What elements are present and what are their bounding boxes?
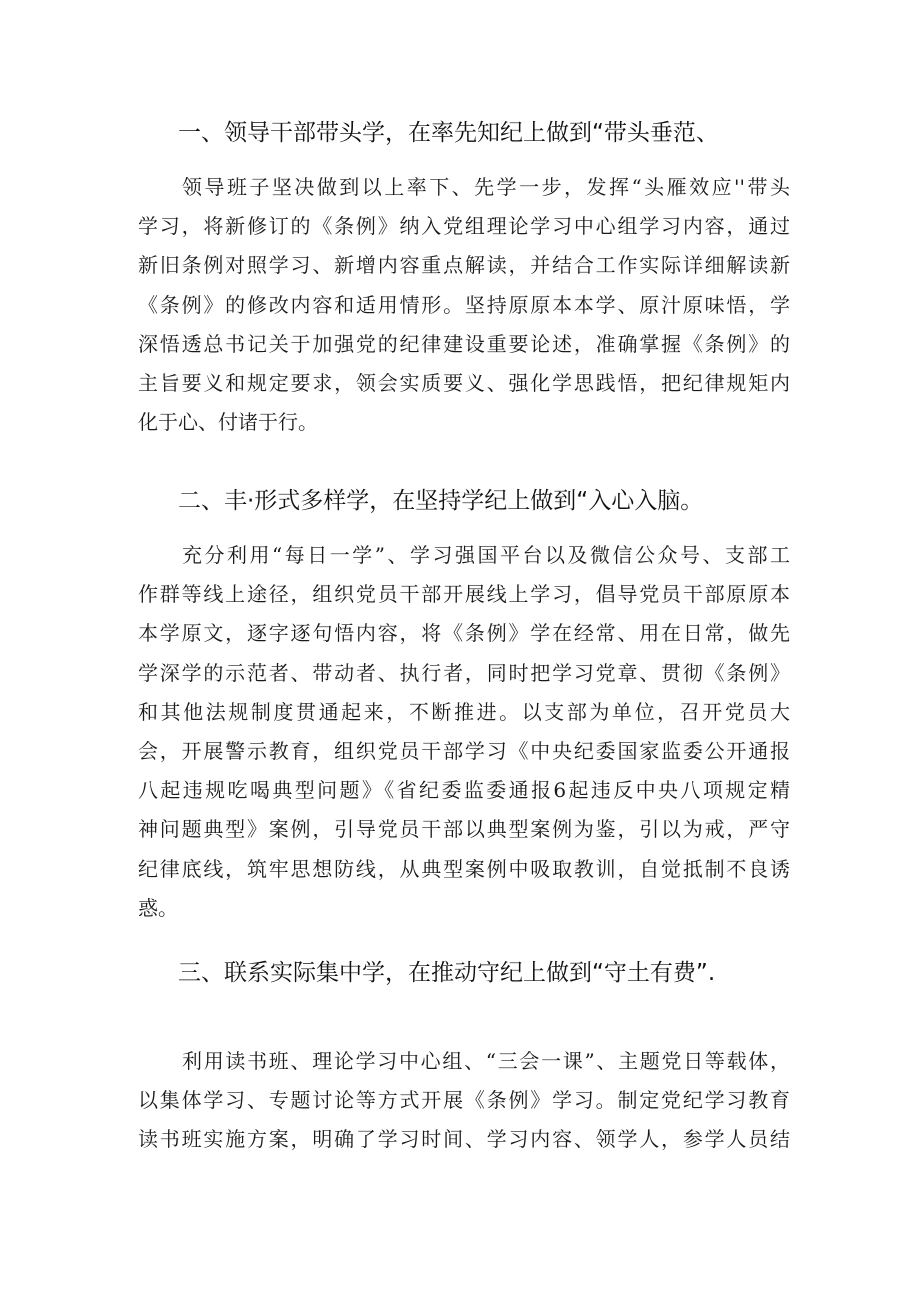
paragraph-line: 神问题典型》案例，引导党员干部以典型案例为鉴，引以为戒，严守 bbox=[138, 817, 790, 842]
paragraph-line: 学习，将新修订的《条例》纳入党组理论学习中心组学习内容，通过 bbox=[138, 214, 790, 239]
paragraph-line: 纪律底线，筑牢思想防线，从典型案例中吸取教训，自觉抵制不良诱 bbox=[138, 856, 790, 881]
section-3-heading: 三、联系实际集中学，在推动守纪上做到“守土有费”. bbox=[178, 960, 716, 986]
section-2-paragraph bbox=[138, 536, 790, 928]
paragraph-line: 以集体学习、专题讨论等方式开展《条例》学习。制定党纪学习教育 bbox=[138, 1088, 790, 1113]
paragraph-line: 八起违规吃喝典型问题》《省纪委监委通报6起违反中央八项规定精 bbox=[138, 778, 790, 803]
paragraph-line: 惑。 bbox=[138, 895, 178, 920]
paragraph-line: 读书班实施方案，明确了学习时间、学习内容、领学人，参学人员结 bbox=[138, 1127, 790, 1152]
paragraph-line: 领导班子坚决做到以上率下、先学一步，发挥“头雁效应''带头 bbox=[182, 175, 790, 199]
paragraph-line: 会，开展警示教育，组织党员干部学习《中央纪委国家监委公开通报 bbox=[138, 738, 790, 763]
paragraph-line: 充分利用“每日一学”、学习强国平台以及微信公众号、支部工 bbox=[182, 543, 790, 567]
section-1-paragraph bbox=[138, 168, 790, 442]
paragraph-line: 本学原文，逐字逐句悟内容，将《条例》学在经常、用在日常，做先 bbox=[138, 621, 790, 646]
section-1-heading: 一、领导干部带头学，在率先知纪上做到“带头垂范、 bbox=[178, 120, 719, 146]
paragraph-line: 新旧条例对照学习、新增内容重点解读，并结合工作实际详细解读新 bbox=[138, 253, 790, 278]
section-2-heading: 二、丰·形式多样学，在坚持学纪上做到“入心入脑。 bbox=[178, 488, 704, 514]
paragraph-line: 主旨要义和规定要求，领会实质要义、强化学思践悟，把纪律规矩内 bbox=[138, 370, 790, 395]
paragraph-line: 《条例》的修改内容和适用情形。坚持原原本本学、原汁原味悟，学 bbox=[138, 292, 790, 317]
paragraph-line: 利用读书班、理论学习中心组、“三会一课”、主题党日等载体， bbox=[182, 1049, 790, 1073]
paragraph-line: 深悟透总书记关于加强党的纪律建设重要论述，准确掌握《条例》的 bbox=[138, 331, 790, 356]
paragraph-line: 学深学的示范者、带动者、执行者，同时把学习党章、贯彻《条例》 bbox=[138, 660, 790, 685]
section-3-paragraph bbox=[138, 1042, 790, 1160]
paragraph-line: 和其他法规制度贯通起来，不断推进。以支部为单位，召开党员大 bbox=[138, 699, 790, 724]
paragraph-line: 化于心、付诸于行。 bbox=[138, 410, 318, 435]
paragraph-line: 作群等线上途径，组织党员干部开展线上学习，倡导党员干部原原本 bbox=[138, 582, 790, 607]
